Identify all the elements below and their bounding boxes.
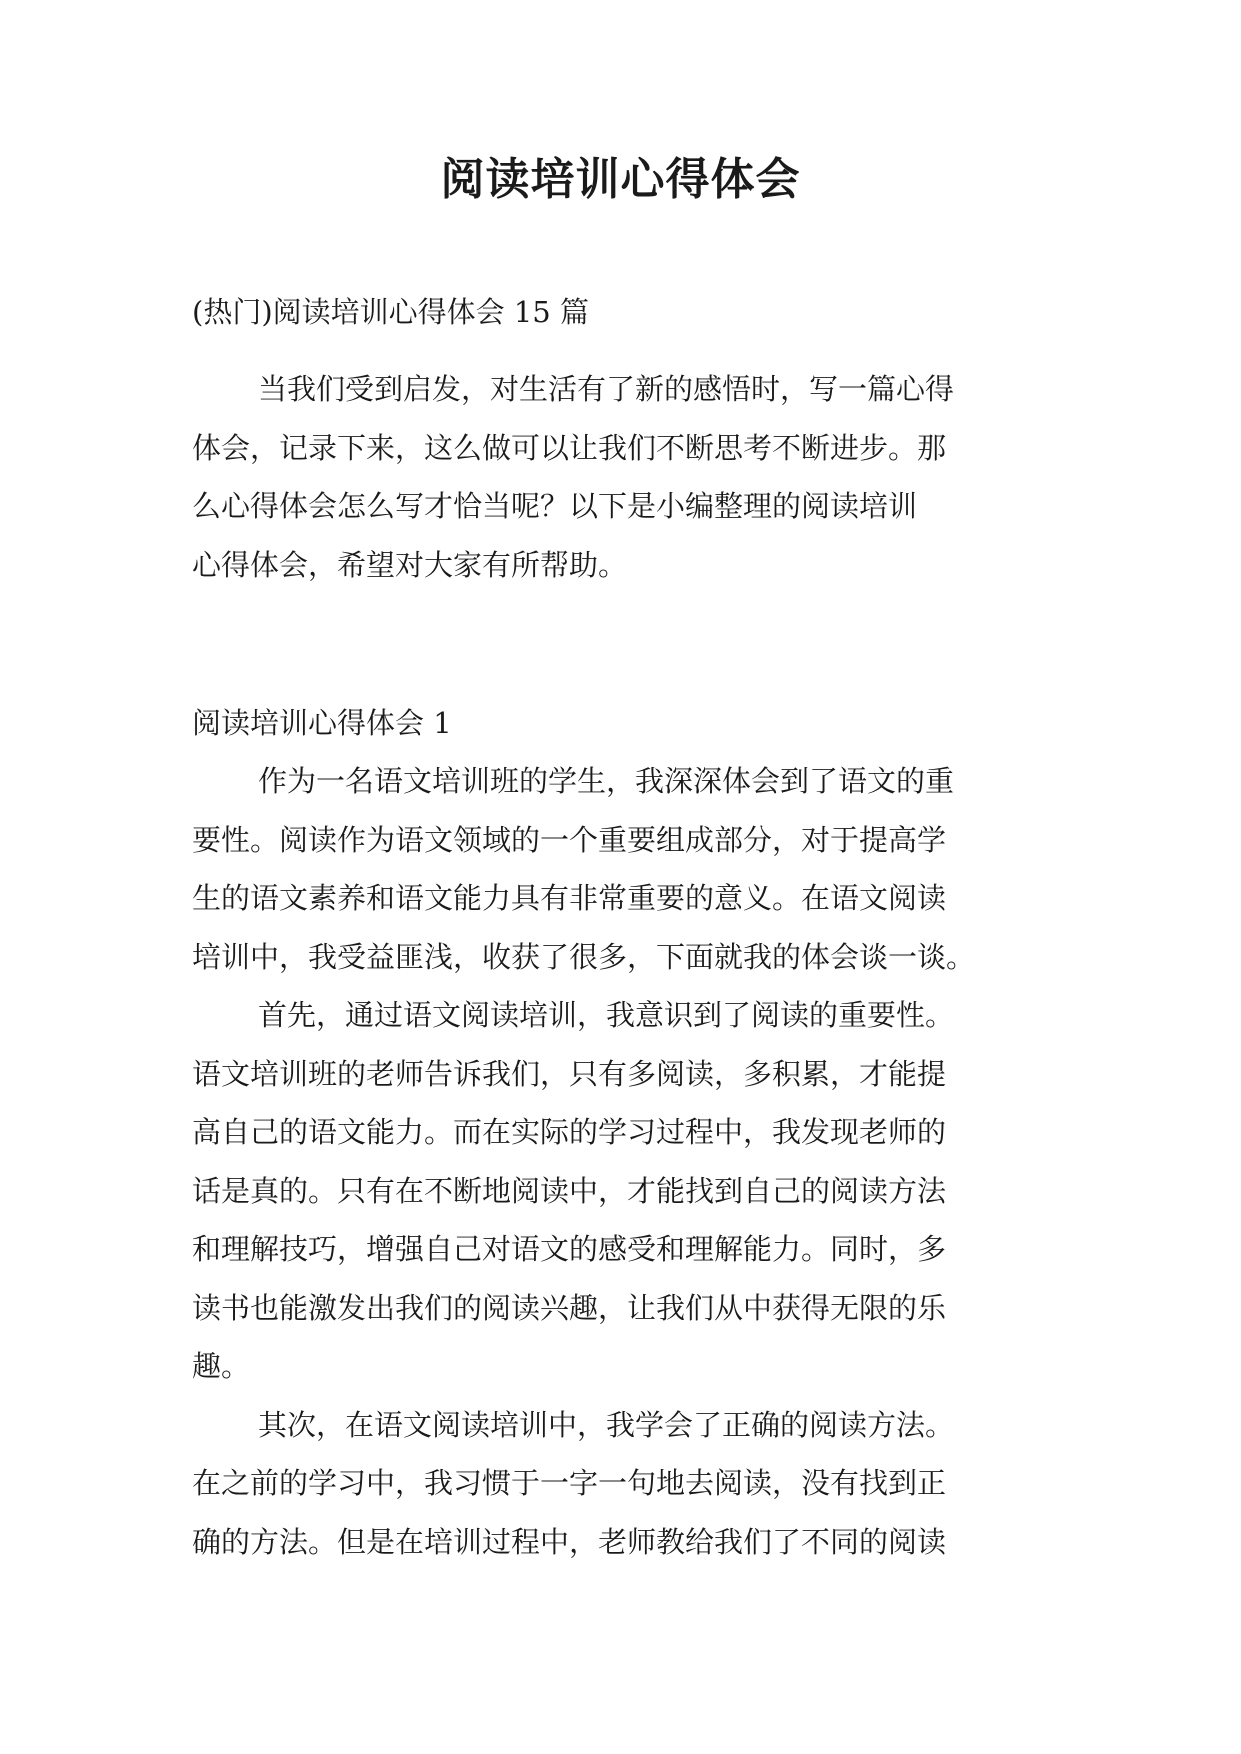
body-line: 要性。阅读作为语文领域的一个重要组成部分，对于提高学 <box>192 822 947 857</box>
intro-line: 心得体会，希望对大家有所帮助。 <box>192 547 628 582</box>
document-subtitle: (热门)阅读培训心得体会 15 篇 <box>192 295 589 329</box>
intro-line: 当我们受到启发，对生活有了新的感悟时，写一篇心得 <box>258 372 955 406</box>
body-line: 生的语文素养和语文能力具有非常重要的意义。在语文阅读 <box>192 881 947 915</box>
body-line: 话是真的。只有在不断地阅读中，才能找到自己的阅读方法 <box>192 1173 947 1208</box>
body-line: 其次，在语文阅读培训中，我学会了正确的阅读方法。 <box>258 1407 955 1442</box>
intro-line: 么心得体会怎么写才恰当呢？以下是小编整理的阅读培训 <box>192 489 918 523</box>
body-line: 确的方法。但是在培训过程中，老师教给我们了不同的阅读 <box>192 1524 947 1559</box>
body-line: 培训中，我受益匪浅，收获了很多，下面就我的体会谈一谈。 <box>192 939 976 974</box>
body-text <box>192 752 1052 1571</box>
body-line: 首先，通过语文阅读培训，我意识到了阅读的重要性。 <box>258 998 955 1032</box>
body-line: 高自己的语文能力。而在实际的学习过程中，我发现老师的 <box>192 1115 947 1149</box>
intro-line: 体会，记录下来，这么做可以让我们不断思考不断进步。那 <box>192 430 947 465</box>
body-line: 语文培训班的老师告诉我们，只有多阅读，多积累，才能提 <box>192 1056 947 1091</box>
body-line: 趣。 <box>192 1349 251 1383</box>
document-title: 阅读培训心得体会 <box>440 154 801 205</box>
body-line: 和理解技巧，增强自己对语文的感受和理解能力。同时，多 <box>192 1232 947 1266</box>
body-line: 读书也能激发出我们的阅读兴趣，让我们从中获得无限的乐 <box>192 1290 947 1325</box>
body-line: 作为一名语文培训班的学生，我深深体会到了语文的重 <box>258 764 955 798</box>
intro-paragraph <box>192 360 1052 594</box>
body-line: 在之前的学习中，我习惯于一字一句地去阅读，没有找到正 <box>192 1466 947 1500</box>
section-heading: 阅读培训心得体会 1 <box>192 706 452 740</box>
